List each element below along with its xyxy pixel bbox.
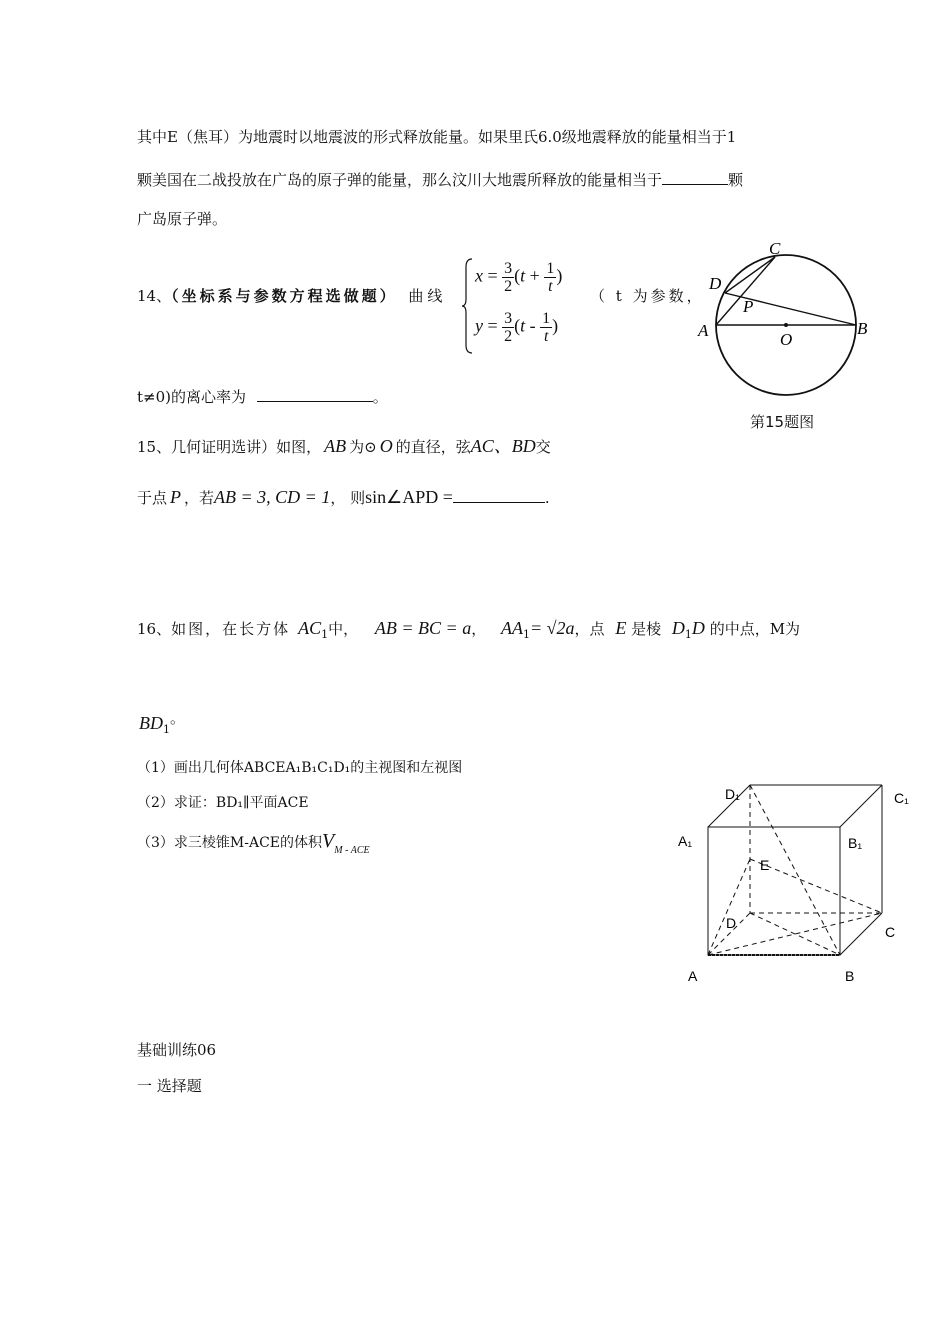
label-b: B (857, 319, 868, 338)
label-a: A (688, 968, 698, 984)
p13-line3: 广岛原子弹。 (137, 210, 228, 228)
p16-q3: （3）求三棱锥M-ACE的体积$V_{M - ACE}$ (137, 830, 370, 856)
y-eq: = (487, 315, 498, 336)
x-var: x (475, 265, 483, 286)
label-c: C (769, 239, 781, 258)
edge-bc (840, 913, 882, 955)
section-title: 基础训练06 (137, 1041, 217, 1059)
label-d1: D₁ (725, 786, 740, 802)
label-a: A (698, 321, 709, 340)
p13-line1: 其中E（焦耳）为地震时以地震波的形式释放能量。如果里氏6.0级地震释放的能量相当于1 (137, 128, 737, 146)
p15-number: 15、 (137, 438, 172, 456)
p16-bd1: $BD_1$。 (139, 709, 186, 736)
center-dot (784, 323, 788, 327)
y-var: y (475, 315, 483, 336)
line-ec (750, 859, 882, 913)
p13-line2 (137, 170, 743, 190)
y-coef: $\frac{3}{2}$ (504, 310, 513, 345)
x-eq: = (487, 265, 498, 286)
label-c1: C₁ (894, 790, 909, 806)
p14-line2: t≠0)的离心率为 。 (137, 388, 388, 406)
x-recip: $\frac{1}{t}$ (546, 260, 555, 295)
answer-blank-15 (453, 488, 545, 503)
label-b1: B₁ (848, 835, 863, 851)
x-coef: $\frac{3}{2}$ (504, 260, 513, 295)
line-ae (708, 859, 750, 955)
x-equation: x = $\frac{3}{2}$ (t + $\frac{1}{t}$ ) (475, 260, 563, 295)
label-d: D (709, 274, 722, 293)
p16-eq1: AB = BC = a (374, 618, 472, 638)
p13-line2-end: 颗 (728, 171, 744, 189)
answer-blank-14 (257, 387, 373, 402)
p14-number: 14、 (137, 287, 172, 305)
p14-tag: （坐标系与参数方程选做题） (171, 287, 398, 305)
left-brace-icon (462, 257, 474, 355)
p15-line2: 于点 P ，若AB = 3, CD = 1， 则sin∠APD = . (137, 487, 550, 507)
p16-line1: 16、如图，在长方体 $AC_1$中， AB = BC = a， $AA_1= √2a$，点 E 是棱 $D_1D$ 的中点，M为 (137, 618, 801, 641)
p15-line1: 15、几何证明选讲）如图， AB 为⊙ O 的直径，弦AC、BD交 (137, 436, 551, 456)
line-bd (750, 913, 840, 955)
chord-cd (725, 257, 775, 293)
p14-head (137, 286, 446, 306)
p14-curve-label: 曲线 (408, 287, 447, 305)
figure-15-caption: 第15题图 (750, 413, 815, 431)
cuboid-figure-16 (670, 775, 920, 995)
p14-param-note: （ t 为参数， (590, 287, 705, 305)
label-b: B (845, 968, 855, 984)
p16-number: 16、 (137, 620, 172, 638)
y-recip: $\frac{1}{t}$ (542, 310, 551, 345)
label-e: E (760, 857, 770, 873)
p15-sin-expr: sin∠APD = (365, 487, 453, 507)
circle-figure-15 (695, 235, 880, 400)
label-a1: A₁ (678, 833, 693, 849)
p16-q1: （1）画出几何体ABCEA₁B₁C₁D₁的主视图和左视图 (137, 760, 463, 776)
label-p: P (743, 297, 754, 316)
section-heading: 一 选择题 (137, 1077, 202, 1095)
label-d: D (726, 915, 737, 931)
answer-blank-13 (662, 170, 728, 185)
label-c: C (885, 924, 896, 940)
parametric-system (462, 257, 570, 357)
p16-eq2: = √2a (530, 618, 575, 638)
p15-condition: AB = 3, CD = 1 (214, 487, 331, 507)
edge-b1c1 (840, 785, 882, 827)
label-o: O (780, 330, 793, 349)
p16-q2: （2）求证：BD₁∥平面ACE (137, 795, 309, 811)
p14-eccentricity-text: t≠0)的离心率为 (137, 388, 246, 406)
p13-line2-text: 颗美国在二战投放在广岛的原子弹的能量，那么汶川大地震所释放的能量相当于 (137, 171, 663, 189)
y-equation: y = $\frac{3}{2}$ (t - $\frac{1}{t}$ ) (475, 310, 559, 345)
